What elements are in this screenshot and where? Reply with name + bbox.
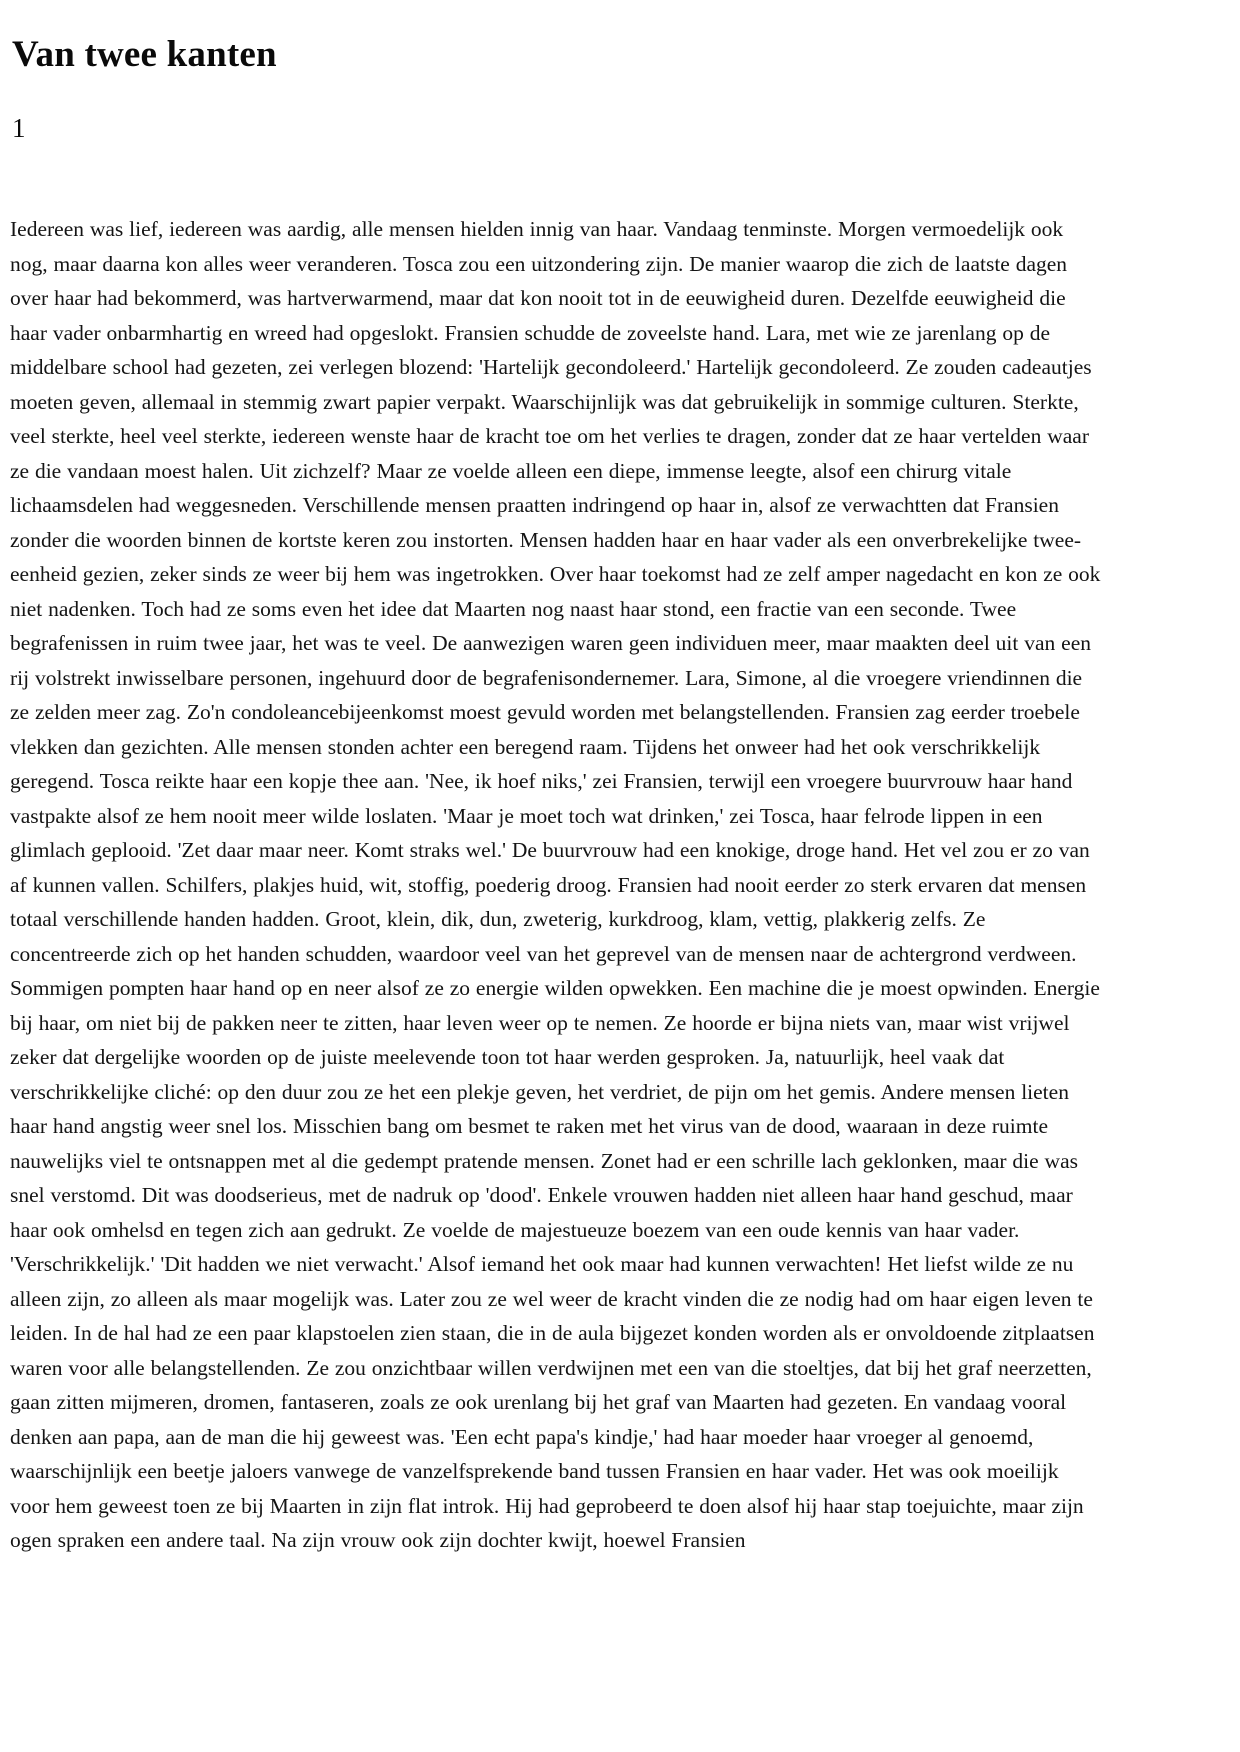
chapter-number: 1 bbox=[12, 113, 26, 143]
document-title: Van twee kanten bbox=[12, 34, 277, 75]
body-paragraph: Iedereen was lief, iedereen was aardig, alle mensen hielden innig van haar. Vandaag tenminste. Morgen vermoedelijk ook nog, maar daarna kon alles weer veranderen. Tosca zou een uitzondering zijn. De manier waarop die zich de laatste dagen over haar had bekommerd, was hartverwarmend, maar dat kon nooit tot in de eeuwigheid duren. Dezelfde eeuwigheid die haar vader onbarmhartig en wreed had opgeslokt. Fransien schudde de zoveelste hand. Lara, met wie ze jarenlang op de middelbare school had gezeten, zei verlegen blozend: 'Hartelijk gecondoleerd.' Hartelijk gecondoleerd. Ze zouden cadeautjes moeten geven, allemaal in stemmig zwart papier verpakt. Waarschijnlijk was dat gebruikelijk in sommige culturen. Sterkte, veel sterkte, heel veel sterkte, iedereen wenste haar de kracht toe om het verlies te dragen, zonder dat ze haar vertelden waar ze die vandaan moest halen. Uit zichzelf? Maar ze voelde alleen een diepe, immense leegte, alsof een chirurg vitale lichaamsdelen had weggesneden. Verschillende mensen praatten indringend op haar in, alsof ze verwachtten dat Fransien zonder die woorden binnen de kortste keren zou instorten. Mensen hadden haar en haar vader als een onverbrekelijke twee-eenheid gezien, zeker sinds ze weer bij hem was ingetrokken. Over haar toekomst had ze zelf amper nagedacht en kon ze ook niet nadenken. Toch had ze soms even het idee dat Maarten nog naast haar stond, een fractie van een seconde. Twee begrafenissen in ruim twee jaar, het was te veel. De aanwezigen waren geen individuen meer, maar maakten deel uit van een rij volstrekt inwisselbare personen, ingehuurd door de begrafenisondernemer. Lara, Simone, al die vroegere vriendinnen die ze zelden meer zag. Zo'n condoleancebijeenkomst moest gevuld worden met belangstellenden. Fransien zag eerder troebele vlekken dan gezichten. Alle mensen stonden achter een beregend raam. Tijdens het onweer had het ook verschrikkelijk geregend. Tosca reikte haar een kopje thee aan. 'Nee, ik hoef niks,' zei Fransien, terwijl een vroegere buurvrouw haar hand vastpakte alsof ze hem nooit meer wilde loslaten. 'Maar je moet toch wat drinken,' zei Tosca, haar felrode lippen in een glimlach geplooid. 'Zet daar maar neer. Komt straks wel.' De buurvrouw had een knokige, droge hand. Het vel zou er zo van af kunnen vallen. Schilfers, plakjes huid, wit, stoffig, poederig droog. Fransien had nooit eerder zo sterk ervaren dat mensen totaal verschillende handen hadden. Groot, klein, dik, dun, zweterig, kurkdroog, klam, vettig, plakkerig zelfs. Ze concentreerde zich op het handen schudden, waardoor veel van het geprevel van de mensen naar de achtergrond verdween. Sommigen pompten haar hand op en neer alsof ze zo energie wilden opwekken. Een machine die je moest opwinden. Energie bij haar, om niet bij de pakken neer te zitten, haar leven weer op te nemen. Ze hoorde er bijna niets van, maar wist vrijwel zeker dat dergelijke woorden op de juiste meelevende toon tot haar werden gesproken. Ja, natuurlijk, heel vaak dat verschrikkelijke cliché: op den duur zou ze het een plekje geven, het verdriet, de pijn om het gemis. Andere mensen lieten haar hand angstig weer snel los. Misschien bang om besmet te raken met het virus van de dood, waaraan in deze ruimte nauwelijks viel te ontsnappen met al die gedempt pratende mensen. Zonet had er een schrille lach geklonken, maar die was snel verstomd. Dit was doodserieus, met de nadruk op 'dood'. Enkele vrouwen hadden niet alleen haar hand geschud, maar haar ook omhelsd en tegen zich aan gedrukt. Ze voelde de majestueuze boezem van een oude kennis van haar vader. 'Verschrikkelijk.' 'Dit hadden we niet verwacht.' Alsof iemand het ook maar had kunnen verwachten! Het liefst wilde ze nu alleen zijn, zo alleen als maar mogelijk was. Later zou ze wel weer de kracht vinden die ze nodig had om haar eigen leven te leiden. In de hal had ze een paar klapstoelen zien staan, die in de aula bijgezet konden worden als er onvoldoende zitplaatsen waren voor alle belangstellenden. Ze zou onzichtbaar willen verdwijnen met een van die stoeltjes, dat bij het graf neerzetten, gaan zitten mijmeren, dromen, fantaseren, zoals ze ook urenlang bij het graf van Maarten had gezeten. En vandaag vooral denken aan papa, aan de man die hij geweest was. 'Een echt papa's kindje,' had haar moeder haar vroeger al genoemd, waarschijnlijk een beetje jaloers vanwege de vanzelfsprekende band tussen Fransien en haar vader. Het was ook moeilijk voor hem geweest toen ze bij Maarten in zijn flat introk. Hij had geprobeerd te doen alsof hij haar stap toejuichte, maar zijn ogen spraken een andere taal. Na zijn vrouw ook zijn dochter kwijt, hoewel Fransien bbox=[10, 217, 1101, 1552]
